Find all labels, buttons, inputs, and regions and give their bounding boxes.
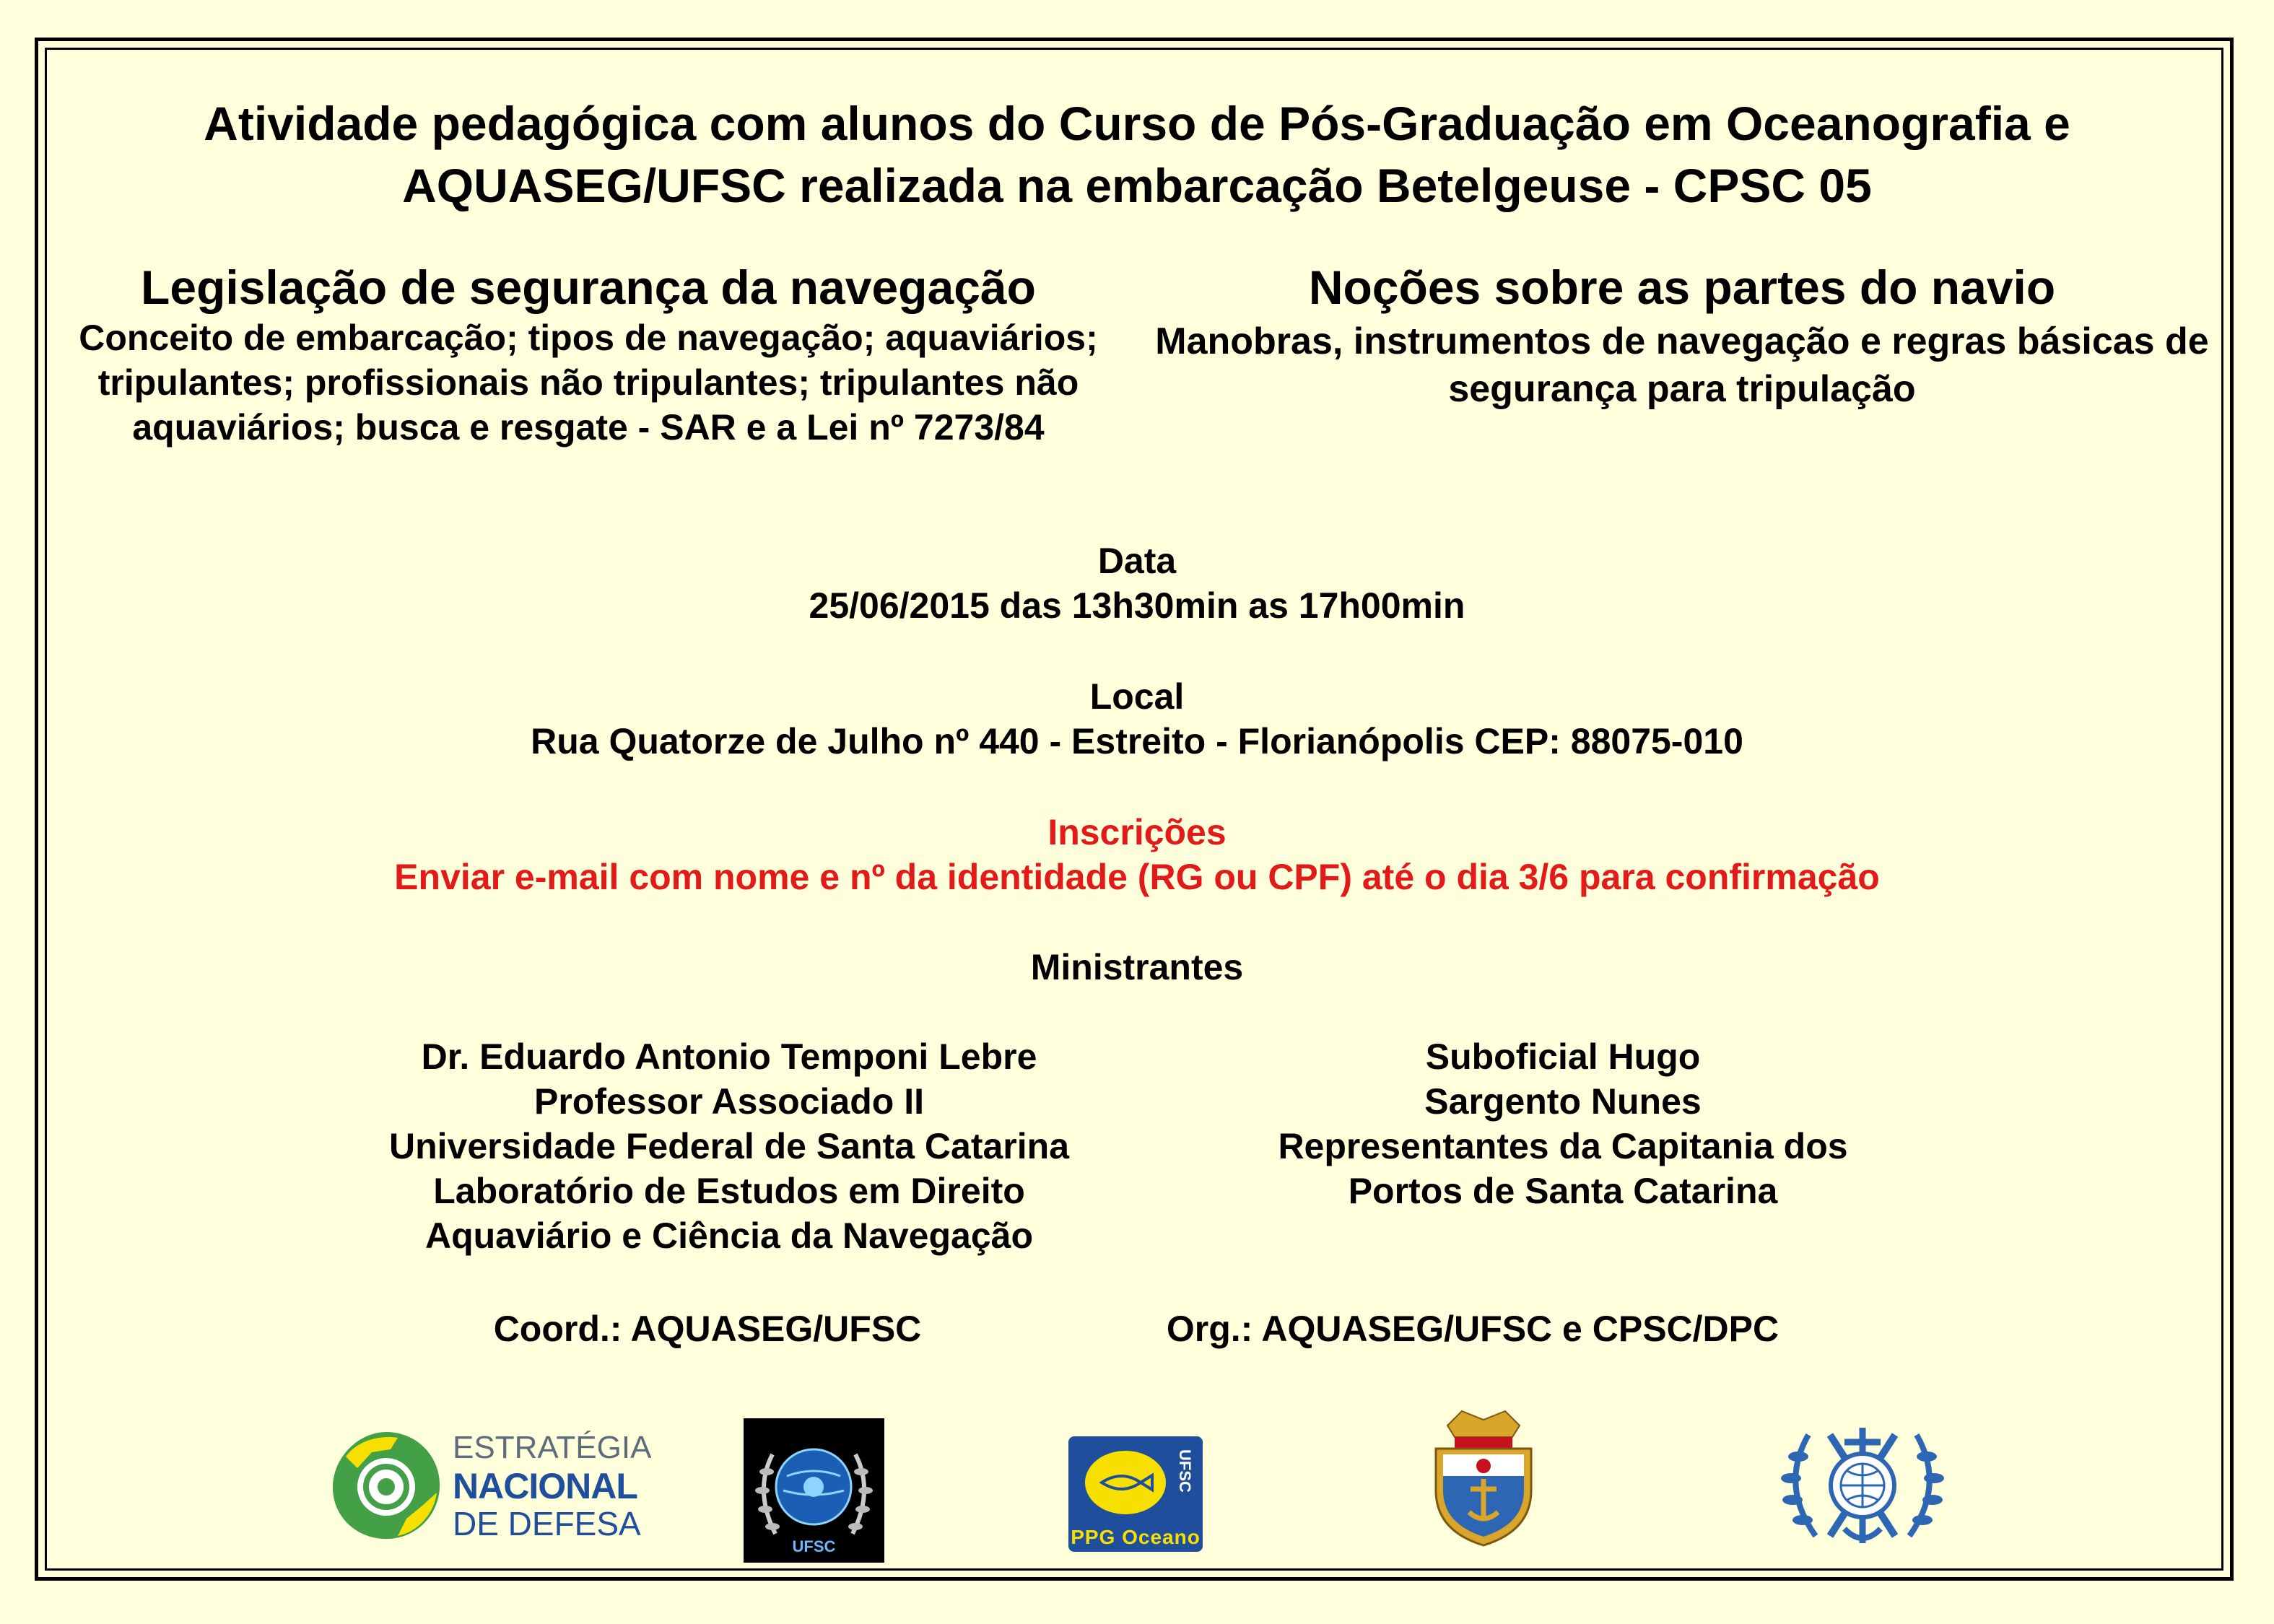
registration-label: Inscrições — [1047, 812, 1227, 852]
registration-value: Enviar e-mail com nome e nº da identidade (RG ou CPF) até o dia 3/6 para confirmação — [394, 857, 1880, 897]
speaker-left-line: Universidade Federal de Santa Catarina — [388, 1126, 1070, 1166]
brazil-map-icon — [328, 1428, 444, 1543]
imo-emblem-icon — [1772, 1413, 1953, 1550]
end-logo-line-1: ESTRATÉGIA — [453, 1430, 652, 1465]
speaker-left-line: Dr. Eduardo Antonio Temponi Lebre — [421, 1036, 1037, 1077]
speaker-left-line: Laboratório de Estudos em Direito — [433, 1171, 1025, 1211]
end-logo-line-2: NACIONAL — [453, 1466, 637, 1506]
organization-text: Org.: AQUASEG/UFSC e CPSC/DPC — [1166, 1309, 1779, 1349]
aquaseg-logo — [744, 1418, 884, 1563]
speakers-right — [1169, 1034, 1956, 1213]
fish-icon — [1071, 1441, 1180, 1520]
right-topic-heading: Noções sobre as partes do navio — [1308, 261, 2056, 314]
title-line-1: Atividade pedagógica com alunos do Curso de Pós-Graduação em Oceanografia e — [204, 97, 2070, 150]
page-title — [72, 92, 2202, 217]
speakers-label: Ministrantes — [1030, 947, 1244, 987]
left-topic-heading: Legislação de segurança da navegação — [141, 261, 1036, 314]
right-topic-description: Manobras, instrumentos de navegação e regras básicas de segurança para tripulação — [1155, 320, 2209, 410]
speaker-right-line: Sargento Nunes — [1424, 1081, 1702, 1122]
imo-emblem-logo — [1772, 1413, 1953, 1550]
speakers-left — [274, 1034, 1184, 1258]
date-value: 25/06/2015 das 13h30min as 17h00min — [809, 585, 1465, 626]
ppg-logo-side-text: UFSC — [1176, 1449, 1194, 1493]
place-label: Local — [1089, 676, 1185, 717]
end-logo-line-3: DE DEFESA — [453, 1505, 641, 1542]
left-topic-description: Conceito de embarcação; tipos de navegação; aquaviários; tripulantes; profissionais não tripulantes; tripulantes não aquaviários; busca e resgate - SAR e a Lei nº 7273/84 — [79, 318, 1098, 448]
speaker-left-line: Professor Associado II — [534, 1081, 924, 1122]
place-value: Rua Quatorze de Julho nº 440 - Estreito - Florianópolis CEP: 88075-010 — [531, 721, 1743, 761]
speaker-right-line: Representantes da Capitania dos — [1278, 1126, 1848, 1166]
coordination-text: Coord.: AQUASEG/UFSC — [493, 1309, 922, 1349]
cpsc-crest-logo — [1426, 1404, 1541, 1548]
title-line-2: AQUASEG/UFSC realizada na embarcação Betelgeuse - CPSC 05 — [402, 159, 1872, 212]
navy-crest-icon — [1426, 1404, 1541, 1548]
aquaseg-logo-text: UFSC — [792, 1537, 836, 1555]
ppg-logo-text: PPG Oceano — [1071, 1526, 1201, 1548]
estrategia-nacional-logo — [328, 1428, 652, 1543]
speaker-left-line: Aquaviário e Ciência da Navegação — [424, 1215, 1034, 1256]
ppg-oceano-logo — [1068, 1436, 1203, 1552]
speaker-right-line: Suboficial Hugo — [1425, 1036, 1701, 1077]
date-label: Data — [1097, 541, 1177, 581]
speaker-right-line: Portos de Santa Catarina — [1348, 1171, 1778, 1211]
